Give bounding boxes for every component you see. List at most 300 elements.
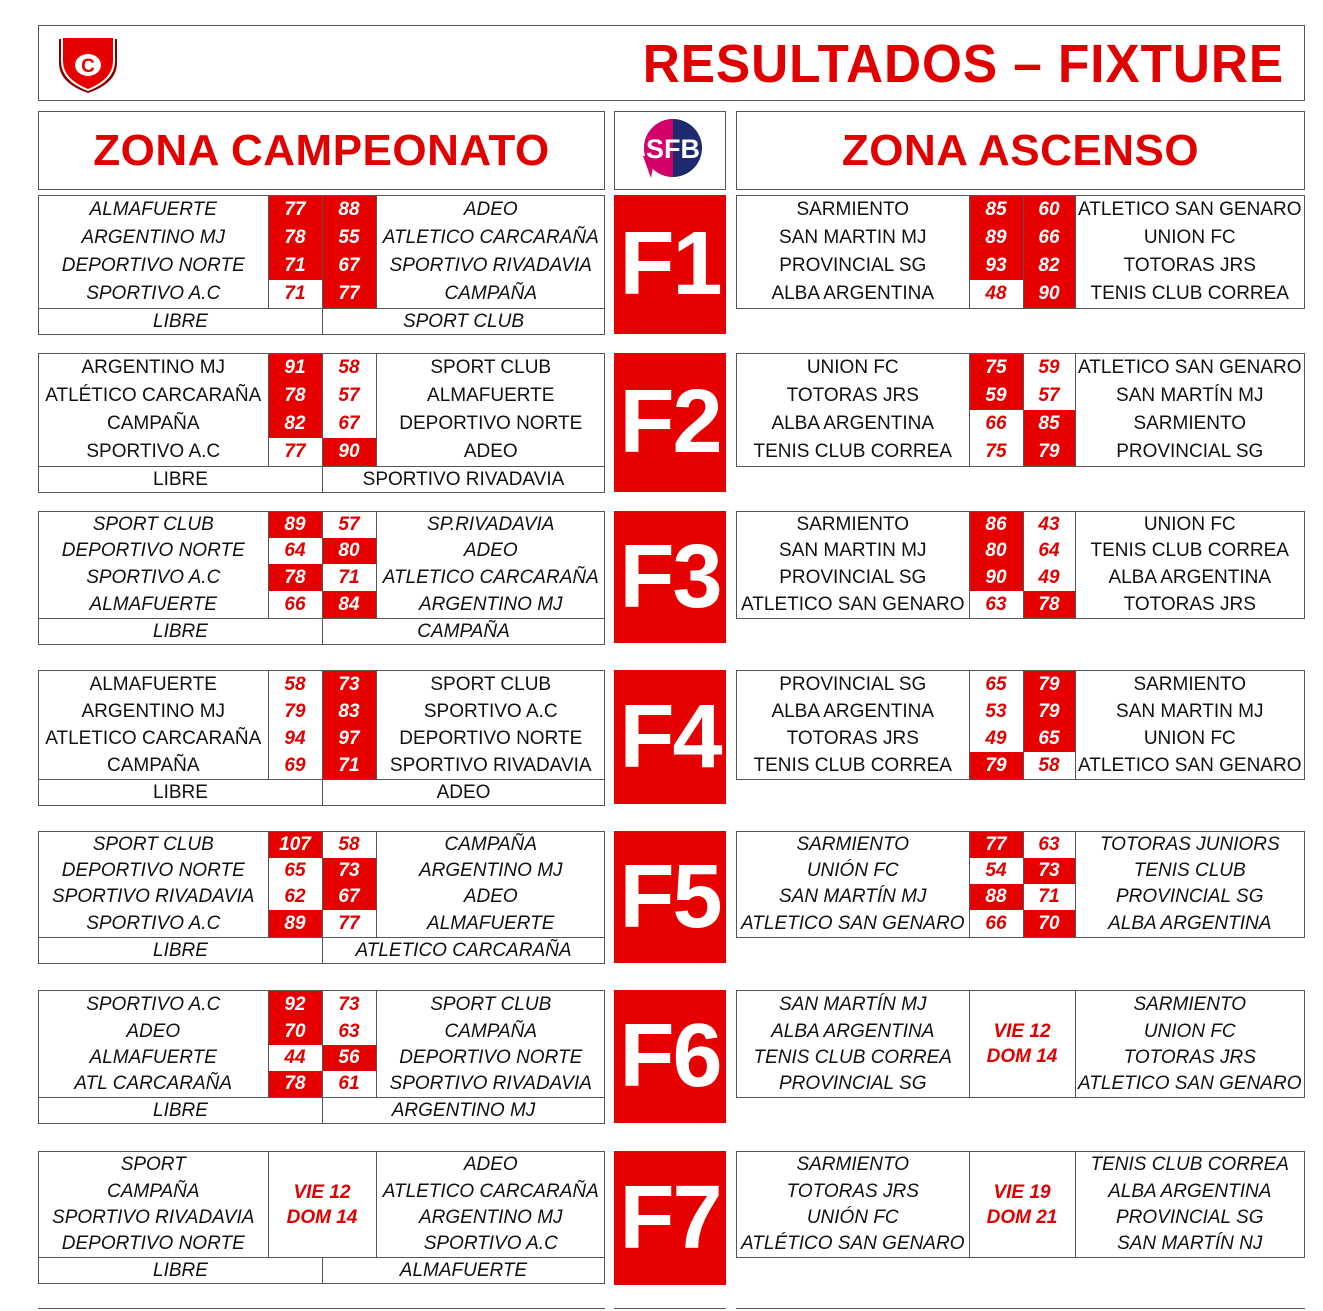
away-score: 83 bbox=[322, 698, 376, 725]
away-team: ADEO bbox=[463, 540, 518, 561]
away-score: 71 bbox=[322, 752, 376, 779]
ascenso-f7-results bbox=[736, 1151, 1305, 1258]
home-team: SAN MARTIN MJ bbox=[779, 540, 927, 561]
campeonato-f5-table bbox=[39, 832, 605, 937]
match-row bbox=[39, 564, 605, 591]
away-score: 67 bbox=[322, 884, 376, 910]
campeonato-f1-results bbox=[38, 195, 605, 309]
ascenso-f1-results bbox=[736, 195, 1305, 309]
away-team: PROVINCIAL SG bbox=[1116, 1207, 1264, 1228]
match-row bbox=[39, 884, 605, 910]
svg-text:SFB: SFB bbox=[646, 134, 700, 164]
away-score: 84 bbox=[322, 591, 376, 618]
match-row bbox=[737, 564, 1304, 591]
divider bbox=[38, 1308, 605, 1309]
home-score: 82 bbox=[268, 410, 322, 438]
home-score: 59 bbox=[969, 382, 1023, 410]
away-team: ALBA ARGENTINA bbox=[1108, 566, 1272, 588]
away-score: 79 bbox=[1023, 438, 1075, 466]
home-team: TOTORAS JRS bbox=[786, 727, 919, 749]
libre-label: LIBRE bbox=[39, 1098, 323, 1123]
match-row bbox=[39, 910, 605, 937]
campeonato-f2-table bbox=[39, 354, 605, 466]
home-score: 88 bbox=[969, 884, 1023, 910]
away-score: 43 bbox=[1023, 512, 1075, 538]
away-team: TENIS CLUB CORREA bbox=[1090, 1154, 1289, 1175]
home-team: ADEO bbox=[126, 1020, 181, 1042]
ascenso-f7-table bbox=[737, 1152, 1304, 1257]
away-team: SARMIENTO bbox=[1133, 993, 1247, 1015]
zona-campeonato-title: ZONA CAMPEONATO bbox=[93, 125, 550, 175]
away-team: SPORT CLUB bbox=[430, 357, 552, 378]
home-score: 71 bbox=[268, 280, 322, 308]
ascenso-f4-table bbox=[737, 671, 1304, 779]
away-score: 85 bbox=[1023, 410, 1075, 438]
match-row bbox=[737, 252, 1304, 280]
away-team: SPORTIVO A.C bbox=[423, 1233, 558, 1254]
home-score: 90 bbox=[969, 564, 1023, 591]
libre-row bbox=[38, 1257, 605, 1284]
away-score: 61 bbox=[322, 1071, 376, 1097]
away-score: 59 bbox=[1023, 354, 1075, 382]
libre-row bbox=[38, 618, 605, 645]
away-team: ARGENTINO MJ bbox=[418, 1207, 563, 1228]
away-score: 57 bbox=[1023, 382, 1075, 410]
home-score: 71 bbox=[268, 252, 322, 280]
away-team: ADEO bbox=[463, 199, 518, 220]
home-team: ATLÉTICO CARCARAÑA bbox=[45, 385, 262, 406]
home-score: 58 bbox=[268, 671, 322, 698]
match-row bbox=[39, 354, 605, 382]
away-team: SAN MARTIN MJ bbox=[1116, 700, 1264, 722]
away-team: ALBA ARGENTINA bbox=[1108, 912, 1272, 934]
match-row bbox=[39, 698, 605, 725]
home-score: 65 bbox=[268, 858, 322, 884]
away-score: 58 bbox=[322, 832, 376, 858]
fecha-badge-f5: F5 bbox=[614, 831, 726, 963]
home-team: CAMPAÑA bbox=[106, 754, 200, 776]
match-row bbox=[737, 224, 1304, 252]
match-row bbox=[39, 1045, 605, 1071]
home-score: 93 bbox=[969, 252, 1023, 280]
libre-label: LIBRE bbox=[39, 309, 323, 334]
ascenso-f3-results bbox=[736, 511, 1305, 619]
home-team: ALMAFUERTE bbox=[89, 593, 217, 615]
away-score: 77 bbox=[322, 280, 376, 308]
ascenso-f2-table bbox=[737, 354, 1304, 466]
home-team: ATLÉTICO SAN GENARO bbox=[741, 1233, 965, 1254]
ascenso-f4-results bbox=[736, 670, 1305, 780]
away-score: 97 bbox=[322, 725, 376, 752]
away-team: ATLETICO CARCARAÑA bbox=[382, 1180, 599, 1202]
libre-team: CAMPAÑA bbox=[417, 620, 510, 642]
campeonato-f6-table bbox=[39, 991, 605, 1097]
home-team: UNIÓN FC bbox=[806, 1207, 899, 1228]
match-row bbox=[39, 196, 605, 224]
ascenso-f5-table bbox=[737, 832, 1304, 937]
home-score: 91 bbox=[268, 354, 322, 382]
svg-text:C: C bbox=[81, 56, 95, 77]
home-team: SARMIENTO bbox=[796, 514, 910, 535]
away-team: SAN MARTÍN NJ bbox=[1117, 1233, 1263, 1254]
campeonato-f1-table bbox=[39, 196, 605, 308]
away-score: 66 bbox=[1023, 224, 1075, 252]
away-team: SPORT CLUB bbox=[430, 673, 552, 695]
home-score: 78 bbox=[268, 1071, 322, 1097]
home-score: 78 bbox=[268, 382, 322, 410]
match-row bbox=[737, 752, 1304, 779]
campeonato-f6-results bbox=[38, 990, 605, 1098]
away-team: ADEO bbox=[463, 1154, 518, 1175]
home-team: SARMIENTO bbox=[796, 1154, 910, 1175]
match-row bbox=[39, 591, 605, 618]
date-line-1: VIE 12 bbox=[293, 1181, 351, 1203]
libre-team: ADEO bbox=[436, 781, 491, 803]
away-score: 63 bbox=[1023, 832, 1075, 858]
home-team: SPORT CLUB bbox=[92, 514, 214, 535]
home-team: TENIS CLUB CORREA bbox=[753, 1047, 952, 1068]
home-team: SARMIENTO bbox=[796, 834, 910, 855]
home-team: TENIS CLUB CORREA bbox=[753, 754, 952, 776]
home-team: UNIÓN FC bbox=[806, 860, 899, 881]
home-score: 78 bbox=[268, 224, 322, 252]
libre-row bbox=[38, 308, 605, 335]
away-score: 79 bbox=[1023, 698, 1075, 725]
campeonato-f7-results bbox=[38, 1151, 605, 1258]
away-team: TOTORAS JUNIORS bbox=[1099, 834, 1280, 855]
home-score: 44 bbox=[268, 1045, 322, 1071]
away-score: 73 bbox=[1023, 858, 1075, 884]
home-score: 63 bbox=[969, 591, 1023, 618]
away-team: SARMIENTO bbox=[1133, 413, 1247, 434]
fecha-badge-f4: F4 bbox=[614, 670, 726, 804]
away-team: ALMAFUERTE bbox=[427, 385, 555, 406]
home-team: ALBA ARGENTINA bbox=[771, 413, 935, 434]
libre-team: SPORT CLUB bbox=[402, 310, 525, 332]
home-score: 49 bbox=[969, 725, 1023, 752]
match-row bbox=[737, 280, 1304, 308]
home-score: 86 bbox=[969, 512, 1023, 538]
away-score: 78 bbox=[1023, 591, 1075, 618]
match-row bbox=[39, 382, 605, 410]
header-banner bbox=[38, 25, 1305, 101]
home-team: ALMAFUERTE bbox=[89, 673, 217, 695]
match-row bbox=[737, 671, 1304, 698]
away-score: 56 bbox=[322, 1045, 376, 1071]
ascenso-f3-table bbox=[737, 512, 1304, 618]
home-score: 80 bbox=[969, 538, 1023, 564]
home-team: CAMPAÑA bbox=[106, 1180, 200, 1202]
home-team: TENIS CLUB CORREA bbox=[753, 441, 952, 462]
match-row bbox=[39, 538, 605, 564]
home-team: CAMPAÑA bbox=[106, 413, 200, 434]
home-team: ALBA ARGENTINA bbox=[771, 700, 935, 722]
libre-team: ARGENTINO MJ bbox=[391, 1099, 536, 1121]
match-row bbox=[737, 410, 1304, 438]
away-team: ALMAFUERTE bbox=[427, 912, 555, 934]
club-shield-logo bbox=[53, 33, 123, 95]
home-score: 53 bbox=[969, 698, 1023, 725]
fecha-badge-f2: F2 bbox=[614, 353, 726, 492]
match-row bbox=[39, 410, 605, 438]
campeonato-f3-results bbox=[38, 511, 605, 619]
away-team: UNION FC bbox=[1143, 514, 1236, 535]
libre-row bbox=[38, 779, 605, 806]
home-team: ATL CARCARAÑA bbox=[74, 1073, 233, 1094]
home-team: ARGENTINO MJ bbox=[81, 227, 226, 248]
home-score: 85 bbox=[969, 196, 1023, 224]
home-team: SPORTIVO A.C bbox=[86, 912, 221, 934]
away-team: SAN MARTÍN MJ bbox=[1116, 385, 1264, 406]
home-score: 66 bbox=[969, 410, 1023, 438]
libre-label: LIBRE bbox=[39, 619, 323, 644]
away-score: 55 bbox=[322, 224, 376, 252]
home-team: SPORT CLUB bbox=[92, 834, 214, 855]
away-team: ALBA ARGENTINA bbox=[1108, 1180, 1272, 1202]
ascenso-f6-results bbox=[736, 990, 1305, 1098]
home-team: ATLETICO SAN GENARO bbox=[741, 593, 965, 615]
away-score: 73 bbox=[322, 991, 376, 1018]
match-row bbox=[737, 1152, 1304, 1178]
away-score: 65 bbox=[1023, 725, 1075, 752]
match-row bbox=[737, 991, 1304, 1018]
away-team: TENIS CLUB CORREA bbox=[1090, 283, 1289, 304]
home-team: SPORTIVO A.C bbox=[86, 566, 221, 588]
away-team: ATLETICO SAN GENARO bbox=[1078, 199, 1302, 220]
home-team: PROVINCIAL SG bbox=[779, 673, 927, 695]
match-row bbox=[39, 1071, 605, 1097]
date-line-1: VIE 12 bbox=[993, 1021, 1051, 1042]
home-team: ALMAFUERTE bbox=[89, 199, 217, 220]
libre-row bbox=[38, 937, 605, 964]
away-team: SPORT CLUB bbox=[430, 993, 552, 1015]
match-row bbox=[39, 1018, 605, 1045]
match-row bbox=[39, 671, 605, 698]
away-team: TOTORAS JRS bbox=[1123, 255, 1256, 276]
away-team: SPORTIVO RIVADAVIA bbox=[389, 1073, 592, 1094]
match-row bbox=[39, 858, 605, 884]
home-score: 64 bbox=[268, 538, 322, 564]
fecha-badge-f1: F1 bbox=[614, 195, 726, 334]
away-team: PROVINCIAL SG bbox=[1116, 441, 1264, 462]
match-row bbox=[737, 858, 1304, 884]
match-row bbox=[39, 224, 605, 252]
home-score: 89 bbox=[268, 910, 322, 937]
home-team: ARGENTINO MJ bbox=[81, 700, 226, 722]
libre-row bbox=[38, 1097, 605, 1124]
home-team: ALBA ARGENTINA bbox=[771, 1020, 935, 1042]
home-team: SPORTIVO RIVADAVIA bbox=[52, 1207, 255, 1228]
zona-ascenso-header bbox=[736, 111, 1305, 190]
home-team: ALBA ARGENTINA bbox=[771, 283, 935, 304]
away-team: TENIS CLUB bbox=[1133, 860, 1246, 881]
away-team: TOTORAS JRS bbox=[1123, 1047, 1256, 1068]
match-date bbox=[268, 1152, 376, 1257]
home-team: PROVINCIAL SG bbox=[779, 255, 927, 276]
away-score: 60 bbox=[1023, 196, 1075, 224]
home-score: 65 bbox=[969, 671, 1023, 698]
campeonato-f7-table bbox=[39, 1152, 605, 1257]
home-team: DEPORTIVO NORTE bbox=[61, 860, 245, 881]
home-team: ALMAFUERTE bbox=[89, 1047, 217, 1068]
home-score: 89 bbox=[969, 224, 1023, 252]
home-team: PROVINCIAL SG bbox=[779, 566, 927, 588]
away-score: 71 bbox=[322, 564, 376, 591]
away-score: 57 bbox=[322, 512, 376, 538]
match-row bbox=[737, 698, 1304, 725]
home-score: 107 bbox=[268, 832, 322, 858]
home-team: ATLETICO CARCARAÑA bbox=[45, 727, 262, 749]
home-score: 92 bbox=[268, 991, 322, 1018]
home-team: SAN MARTÍN MJ bbox=[779, 886, 927, 907]
away-team: UNION FC bbox=[1143, 727, 1236, 749]
match-row bbox=[737, 438, 1304, 466]
match-date bbox=[969, 1152, 1075, 1257]
away-team: ARGENTINO MJ bbox=[418, 593, 563, 615]
match-row bbox=[737, 512, 1304, 538]
home-team: DEPORTIVO NORTE bbox=[61, 540, 245, 561]
home-score: 70 bbox=[268, 1018, 322, 1045]
away-team: ATLETICO SAN GENARO bbox=[1078, 754, 1302, 776]
home-team: ATLETICO SAN GENARO bbox=[741, 912, 965, 934]
campeonato-f5-results bbox=[38, 831, 605, 938]
away-team: CAMPAÑA bbox=[444, 1020, 538, 1042]
away-team: ARGENTINO MJ bbox=[418, 860, 563, 881]
away-team: ATLETICO SAN GENARO bbox=[1078, 1073, 1302, 1094]
away-score: 57 bbox=[322, 382, 376, 410]
home-team: SPORTIVO RIVADAVIA bbox=[52, 886, 255, 907]
date-line-2: DOM 14 bbox=[286, 1206, 358, 1228]
campeonato-f3-table bbox=[39, 512, 605, 618]
home-score: 77 bbox=[268, 438, 322, 466]
home-score: 77 bbox=[969, 832, 1023, 858]
away-team: ADEO bbox=[463, 886, 518, 907]
divider bbox=[614, 1308, 726, 1309]
away-team: UNION FC bbox=[1143, 1020, 1236, 1042]
campeonato-f4-results bbox=[38, 670, 605, 780]
away-score: 73 bbox=[322, 671, 376, 698]
home-score: 94 bbox=[268, 725, 322, 752]
libre-label: LIBRE bbox=[39, 780, 323, 805]
away-team: TENIS CLUB CORREA bbox=[1090, 540, 1289, 561]
home-team: SARMIENTO bbox=[796, 199, 910, 220]
zona-campeonato-header bbox=[38, 111, 605, 190]
ascenso-f1-table bbox=[737, 196, 1304, 308]
match-row bbox=[39, 832, 605, 858]
match-row bbox=[39, 512, 605, 538]
home-team: SPORTIVO A.C bbox=[86, 993, 221, 1015]
home-score: 78 bbox=[268, 564, 322, 591]
away-score: 70 bbox=[1023, 910, 1075, 937]
zona-ascenso-title: ZONA ASCENSO bbox=[841, 125, 1200, 175]
away-team: SP.RIVADAVIA bbox=[427, 514, 555, 535]
away-team: PROVINCIAL SG bbox=[1116, 886, 1264, 907]
away-team: ATLETICO SAN GENARO bbox=[1078, 357, 1302, 378]
campeonato-f2-results bbox=[38, 353, 605, 467]
match-row bbox=[39, 252, 605, 280]
libre-label: LIBRE bbox=[39, 1258, 323, 1283]
home-team: UNION FC bbox=[806, 357, 899, 378]
home-team: ARGENTINO MJ bbox=[81, 357, 226, 378]
home-team: SAN MARTÍN MJ bbox=[779, 993, 927, 1015]
home-team: SPORTIVO A.C bbox=[86, 441, 221, 462]
away-score: 64 bbox=[1023, 538, 1075, 564]
match-row bbox=[737, 832, 1304, 858]
libre-team: ALMAFUERTE bbox=[399, 1259, 528, 1281]
home-score: 48 bbox=[969, 280, 1023, 308]
home-team: DEPORTIVO NORTE bbox=[61, 255, 245, 276]
away-score: 77 bbox=[322, 910, 376, 937]
match-row bbox=[737, 884, 1304, 910]
away-team: SARMIENTO bbox=[1133, 673, 1247, 695]
home-team: PROVINCIAL SG bbox=[779, 1073, 927, 1094]
home-score: 89 bbox=[268, 512, 322, 538]
away-score: 63 bbox=[322, 1018, 376, 1045]
ascenso-f6-table bbox=[737, 991, 1304, 1097]
divider bbox=[736, 1308, 1305, 1309]
home-score: 66 bbox=[268, 591, 322, 618]
fecha-badge-f7: F7 bbox=[614, 1151, 726, 1285]
away-score: 73 bbox=[322, 858, 376, 884]
away-score: 82 bbox=[1023, 252, 1075, 280]
away-team: ATLETICO CARCARAÑA bbox=[382, 566, 599, 588]
home-score: 54 bbox=[969, 858, 1023, 884]
away-score: 90 bbox=[1023, 280, 1075, 308]
match-row bbox=[737, 196, 1304, 224]
home-score: 79 bbox=[969, 752, 1023, 779]
away-score: 49 bbox=[1023, 564, 1075, 591]
date-line-2: DOM 21 bbox=[986, 1206, 1058, 1228]
ascenso-f5-results bbox=[736, 831, 1305, 938]
match-row bbox=[737, 382, 1304, 410]
campeonato-f4-table bbox=[39, 671, 605, 779]
match-row bbox=[737, 725, 1304, 752]
libre-label: LIBRE bbox=[39, 938, 323, 963]
sfb-logo bbox=[633, 116, 709, 186]
away-score: 88 bbox=[322, 196, 376, 224]
date-line-2: DOM 14 bbox=[986, 1046, 1058, 1067]
away-team: ADEO bbox=[463, 441, 518, 462]
away-team: ATLETICO CARCARAÑA bbox=[382, 227, 599, 248]
libre-team: SPORTIVO RIVADAVIA bbox=[362, 468, 565, 490]
home-score: 75 bbox=[969, 438, 1023, 466]
away-score: 71 bbox=[1023, 884, 1075, 910]
home-team: TOTORAS JRS bbox=[786, 385, 919, 406]
away-score: 79 bbox=[1023, 671, 1075, 698]
match-row bbox=[39, 991, 605, 1018]
match-row bbox=[39, 280, 605, 308]
away-score: 67 bbox=[322, 410, 376, 438]
home-score: 69 bbox=[268, 752, 322, 779]
home-score: 75 bbox=[969, 354, 1023, 382]
home-score: 77 bbox=[268, 196, 322, 224]
away-team: DEPORTIVO NORTE bbox=[399, 1047, 583, 1068]
home-team: SPORTIVO A.C bbox=[86, 283, 221, 304]
match-row bbox=[737, 591, 1304, 618]
match-row bbox=[39, 752, 605, 779]
sfb-logo-box bbox=[614, 111, 726, 190]
match-row bbox=[737, 910, 1304, 937]
home-team: SAN MARTIN MJ bbox=[779, 227, 927, 248]
home-score: 62 bbox=[268, 884, 322, 910]
fecha-badge-f3: F3 bbox=[614, 511, 726, 643]
date-line-1: VIE 19 bbox=[993, 1181, 1051, 1203]
libre-row bbox=[38, 466, 605, 493]
away-score: 80 bbox=[322, 538, 376, 564]
away-team: DEPORTIVO NORTE bbox=[399, 413, 583, 434]
libre-team: ATLETICO CARCARAÑA bbox=[355, 939, 572, 961]
home-team: DEPORTIVO NORTE bbox=[61, 1233, 245, 1254]
